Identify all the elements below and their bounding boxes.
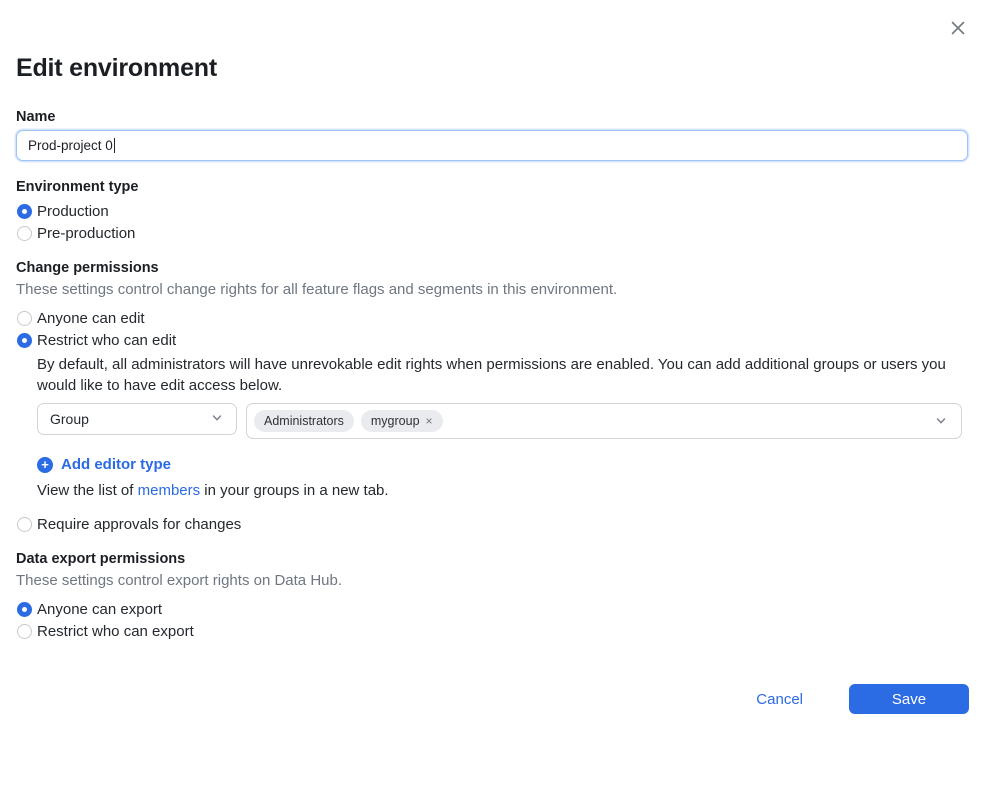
name-label: Name [16, 109, 56, 125]
radio-icon[interactable] [17, 602, 32, 617]
text-caret [114, 138, 115, 153]
chevron-down-icon [934, 414, 948, 428]
radio-icon[interactable] [17, 226, 32, 241]
cancel-button[interactable]: Cancel [756, 690, 803, 708]
change-permissions-description: These settings control change rights for all feature flags and segments in this environment. [16, 281, 618, 298]
radio-icon[interactable] [17, 624, 32, 639]
data-export-group [16, 598, 968, 642]
add-editor-type-button[interactable] [37, 456, 968, 473]
tag-administrators [254, 410, 354, 432]
restrict-edit-description: By default, all administrators will have unrevokable edit rights when permissions are enabled. You can add additional groups or users you would like to have edit access below. [37, 356, 946, 394]
radio-option-require-approvals[interactable] [16, 513, 968, 535]
plus-icon: + [37, 457, 53, 473]
radio-option-restrict-who-can-edit[interactable] [16, 329, 968, 351]
radio-icon[interactable] [17, 204, 32, 219]
tag-mygroup [361, 410, 443, 432]
radio-icon[interactable] [17, 517, 32, 532]
remove-tag-icon[interactable]: × [425, 414, 433, 428]
chevron-down-icon [210, 411, 224, 428]
members-multiselect[interactable] [246, 403, 962, 439]
editor-selects-row [37, 403, 968, 439]
radio-option-label: Anyone can export [37, 600, 163, 618]
members-note-suffix: in your groups in a new tab. [200, 482, 389, 499]
name-input[interactable] [16, 130, 968, 161]
radio-option-anyone-can-export[interactable] [16, 598, 968, 620]
members-note [37, 482, 968, 499]
radio-option-restrict-who-can-export[interactable] [16, 620, 968, 642]
modal-footer [756, 684, 969, 714]
page-title: Edit environment [16, 54, 217, 82]
environment-type-group [16, 200, 968, 244]
radio-option-label: Production [37, 202, 109, 220]
data-export-permissions-label: Data export permissions [16, 551, 186, 567]
radio-option-anyone-can-edit[interactable] [16, 307, 968, 329]
close-button[interactable] [947, 18, 969, 40]
save-button[interactable]: Save [849, 684, 969, 714]
editor-type-select[interactable] [37, 403, 237, 435]
change-permissions-group [16, 307, 968, 535]
environment-type-label: Environment type [16, 179, 139, 195]
close-icon [948, 18, 968, 41]
radio-option-label: Anyone can edit [37, 309, 145, 327]
radio-option-pre-production[interactable] [16, 222, 968, 244]
members-link[interactable]: members [137, 482, 201, 499]
radio-option-production[interactable] [16, 200, 968, 222]
change-permissions-label: Change permissions [16, 260, 159, 276]
tag-label: Administrators [264, 414, 344, 428]
members-note-prefix: View the list of [37, 482, 138, 499]
add-editor-type-label: Add editor type [61, 456, 172, 473]
radio-option-label: Restrict who can edit [37, 331, 177, 349]
name-input-value: Prod-project 0 [28, 138, 113, 153]
radio-option-label: Require approvals for changes [37, 515, 242, 533]
radio-option-label: Restrict who can export [37, 622, 194, 640]
tag-label: mygroup [370, 414, 420, 428]
radio-option-label: Pre-production [37, 224, 136, 242]
radio-icon[interactable] [17, 333, 32, 348]
data-export-permissions-description: These settings control export rights on Data Hub. [16, 572, 343, 589]
editor-type-select-value: Group [50, 411, 89, 427]
radio-icon[interactable] [17, 311, 32, 326]
